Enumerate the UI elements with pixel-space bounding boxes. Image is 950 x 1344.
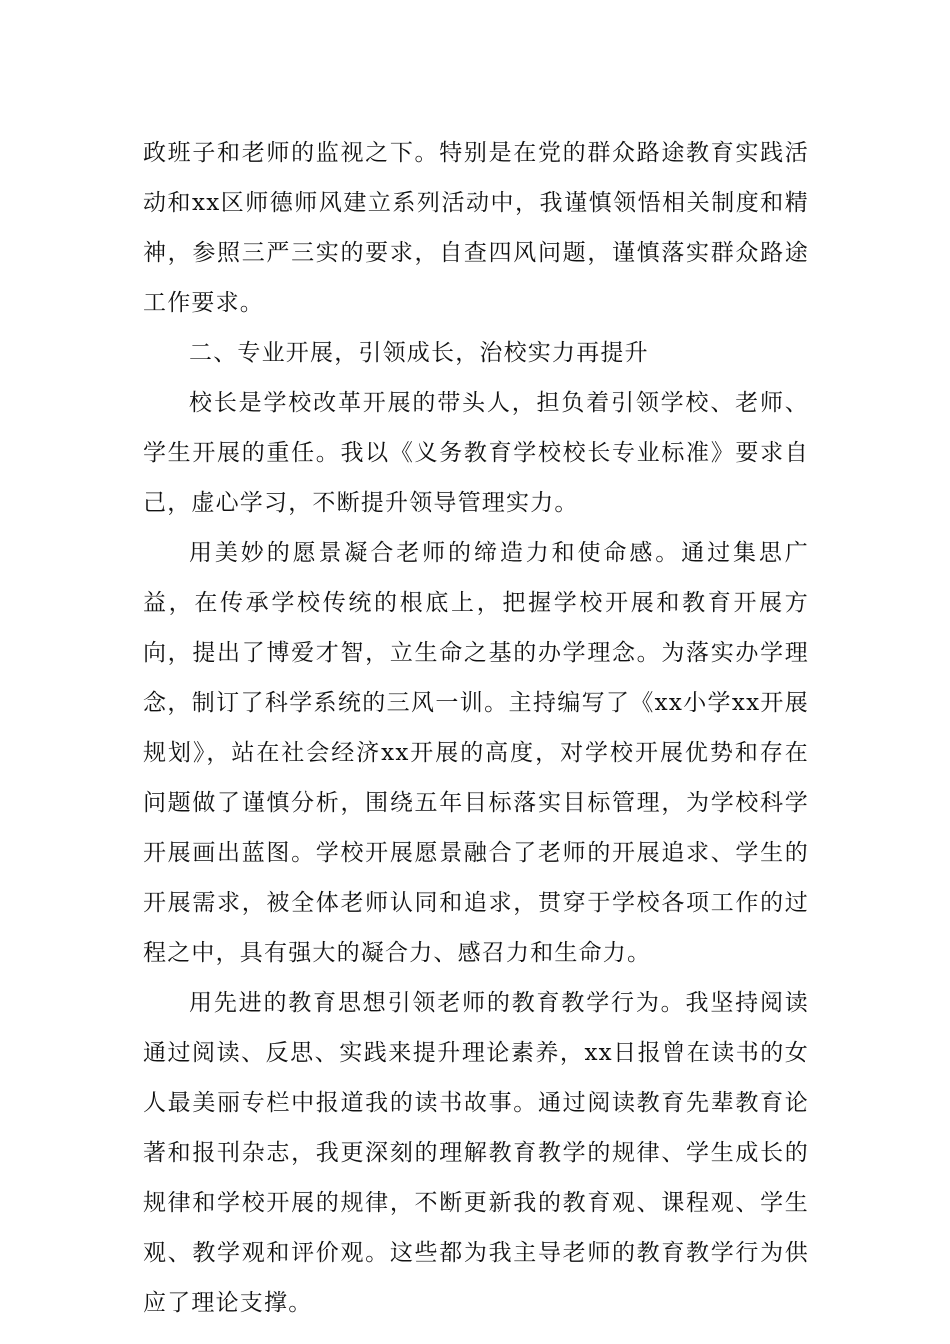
paragraph-principal-role: 校长是学校改革开展的带头人，担负着引领学校、老师、学生开展的重任。我以《义务教育学校校长专业标准》要求自己，虚心学习，不断提升领导管理实力。	[143, 390, 809, 516]
paragraph-vision: 用美妙的愿景凝合老师的缔造力和使命感。通过集思广益，在传承学校传统的根底上，把握学校开展和教育开展方向，提出了博爱才智，立生命之基的办学理念。为落实办学理念，制订了科学系统的三风一训。主持编写了《xx小学xx开展规划》，站在社会经济xx开展的高度，对学校开展优势和存在问题做了谨慎分析，围绕五年目标落实目标管理，为学校科学开展画出蓝图。学校开展愿景融合了老师的开展追求、学生的开展需求，被全体老师认同和追求，贯穿于学校各项工作的过程之中，具有强大的凝合力、感召力和生命力。	[143, 540, 809, 966]
paragraph-education-thought: 用先进的教育思想引领老师的教育教学行为。我坚持阅读通过阅读、反思、实践来提升理论素养，xx日报曾在读书的女人最美丽专栏中报道我的读书故事。通过阅读教育先辈教育论著和报刊杂志，我更深刻的理解教育教学的规律、学生成长的规律和学校开展的规律，不断更新我的教育观、课程观、学生观、教学观和评价观。这些都为我主导老师的教育教学行为供应了理论支撑。	[143, 990, 809, 1316]
document-body	[143, 128, 809, 1328]
section-heading: 二、专业开展，引领成长，治校实力再提升	[189, 340, 649, 366]
paragraph-continuation: 政班子和老师的监视之下。特别是在党的群众路途教育实践活动和xx区师德师风建立系列活动中，我谨慎领悟相关制度和精神，参照三严三实的要求，自查四风问题，谨慎落实群众路途工作要求。	[143, 140, 809, 316]
